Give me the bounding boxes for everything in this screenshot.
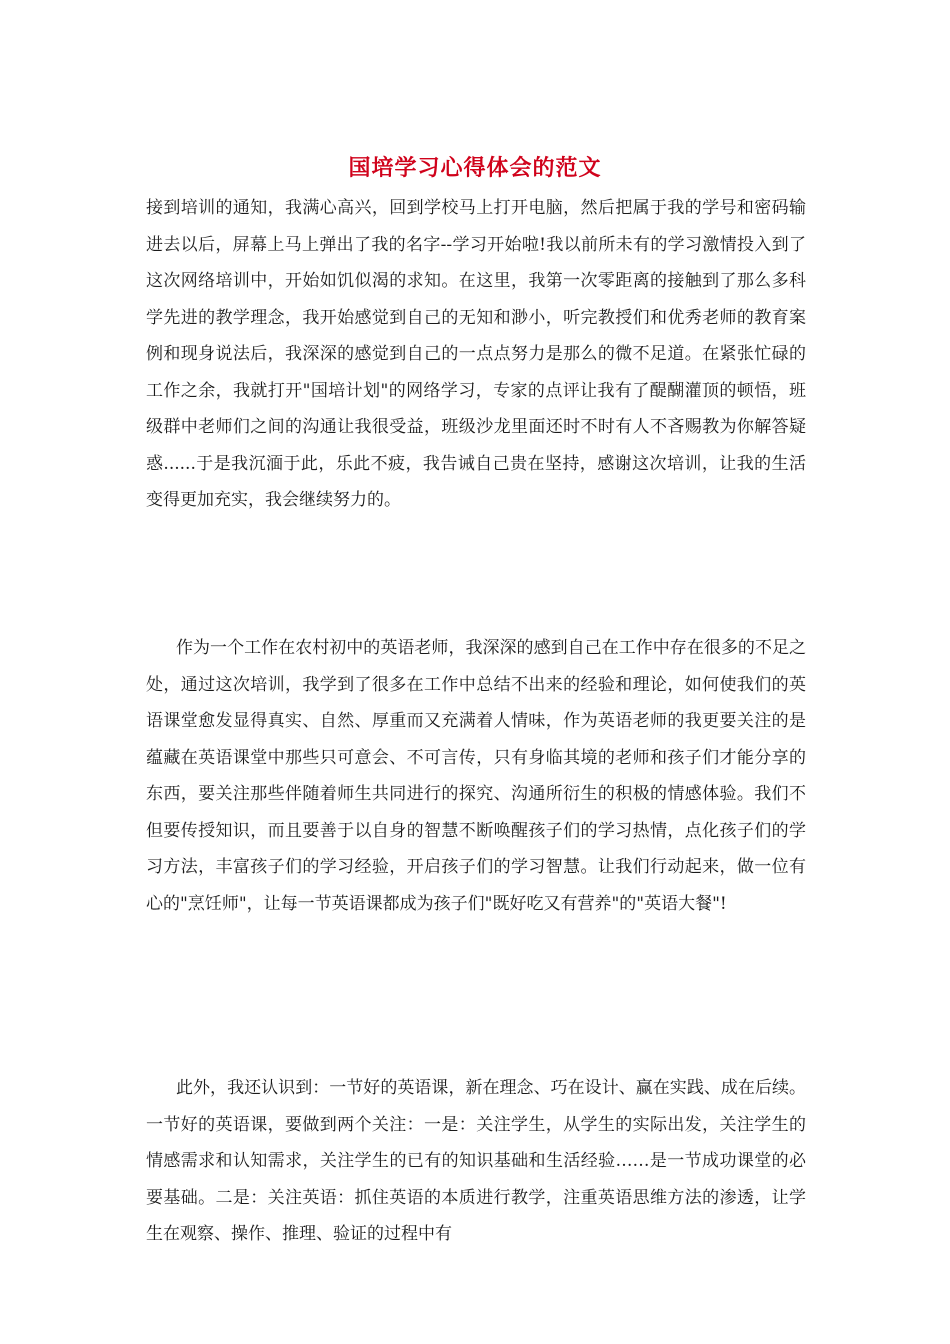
body-paragraph-3: 此外，我还认识到：一节好的英语课，新在理念、巧在设计、赢在实践、成在后续。一节好的英语课，要做到两个关注：一是：关注学生，从学生的实际出发，关注学生的情感需求和认知需求，关注学生的已有的知识基础和生活经验……是一节成功课堂的必要基础。二是：关注英语：抓住英语的本质进行教学，注重英语思维方法的渗透，让学生在观察、操作、推理、验证的过程中有 [146, 1078, 806, 1244]
document-title: 国培学习心得体会的范文 [348, 155, 602, 181]
body-paragraph-1: 接到培训的通知，我满心高兴，回到学校马上打开电脑，然后把属于我的学号和密码输进去以后，屏幕上马上弹出了我的名字--学习开始啦!我以前所未有的学习激情投入到了这次网络培训中，开始如饥似渴的求知。在这里，我第一次零距离的接触到了那么多科学先进的教学理念，我开始感觉到自己的无知和渺小，听完教授们和优秀老师的教育案例和现身说法后，我深深的感觉到自己的一点点努力是那么的微不足道。在紧张忙碌的工作之余，我就打开"国培计划"的网络学习，专家的点评让我有了醍醐灌顶的顿悟，班级群中老师们之间的沟通让我很受益，班级沙龙里面还时不时有人不吝赐教为你解答疑惑......于是我沉湎于此，乐此不疲，我告诫自己贵在坚持，感谢这次培训，让我的生活变得更加充实，我会继续努力的。 [146, 198, 806, 510]
body-paragraph-2: 作为一个工作在农村初中的英语老师，我深深的感到自己在工作中存在很多的不足之处，通过这次培训，我学到了很多在工作中总结不出来的经验和理论，如何使我们的英语课堂愈发显得真实、自然、厚重而又充满着人情味，作为英语老师的我更要关注的是蕴藏在英语课堂中那些只可意会、不可言传，只有身临其境的老师和孩子们才能分享的东西，要关注那些伴随着师生共同进行的探究、沟通所衍生的积极的情感体验。我们不但要传授知识，而且要善于以自身的智慧不断唤醒孩子们的学习热情，点化孩子们的学习方法，丰富孩子们的学习经验，开启孩子们的学习智慧。让我们行动起来，做一位有心的"烹饪师"，让每一节英语课都成为孩子们"既好吃又有营养"的"英语大餐"! [146, 638, 806, 914]
